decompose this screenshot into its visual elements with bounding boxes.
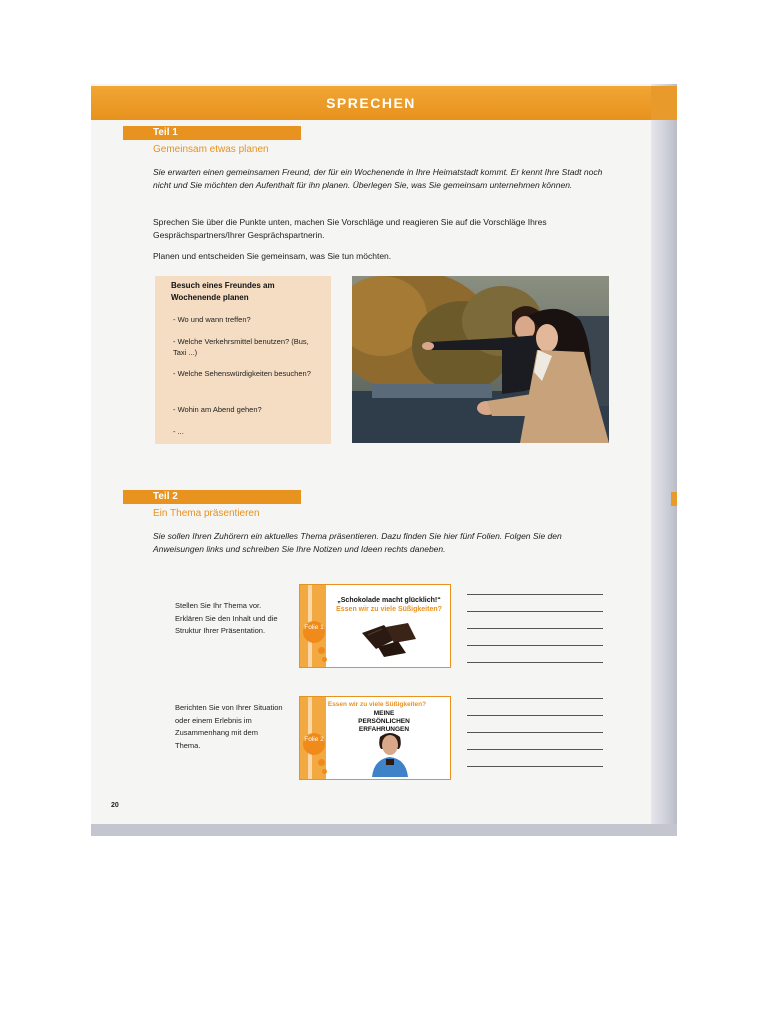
teil2-label: Teil 2 bbox=[153, 491, 178, 502]
note-line[interactable] bbox=[467, 662, 603, 663]
note-line[interactable] bbox=[467, 645, 603, 646]
decor-dot bbox=[318, 647, 325, 654]
slide-2-line-2: MEINE PERSÖNLICHEN ERFAHRUNGEN bbox=[358, 710, 410, 733]
slide-2-badge: Folie 2 bbox=[303, 733, 325, 755]
note-line[interactable] bbox=[467, 628, 603, 629]
person-image bbox=[368, 731, 412, 777]
teil1-bar bbox=[123, 126, 301, 140]
page-edge bbox=[651, 84, 677, 836]
note-line[interactable] bbox=[467, 611, 603, 612]
slide-1-badge: Folie 1 bbox=[303, 621, 325, 643]
teil1-label: Teil 1 bbox=[153, 127, 178, 138]
teil2-intro: Sie sollen Ihren Zuhörern ein aktuelles Thema präsentieren. Dazu finden Sie hier fünf Folien. Folgen Sie den Anweisungen links und schreiben Sie Ihre Notizen und Ideen rechts daneben. bbox=[153, 531, 562, 554]
task-point: - Wohin am Abend gehen? bbox=[173, 405, 262, 414]
scan-bottom-edge bbox=[91, 824, 677, 836]
edge-tab bbox=[651, 86, 677, 120]
decor-dot bbox=[322, 657, 327, 662]
note-line[interactable] bbox=[467, 715, 603, 716]
note-line[interactable] bbox=[467, 594, 603, 595]
teil1-instruction-1: Sprechen Sie über die Punkte unten, machen Sie Vorschläge und reagieren Sie auf die Vorschläge Ihres Gesprächspartners/Ihrer Gesprächspartnerin. bbox=[153, 217, 547, 240]
section-title: SPRECHEN bbox=[326, 95, 416, 111]
teil1-subtitle: Gemeinsam etwas planen bbox=[153, 144, 269, 155]
teil1-intro: Sie erwarten einen gemeinsamen Freund, der für ein Wochenende in Ihre Heimatstadt kommt. Er kennt Ihre Stadt noch nicht und Sie möchten den Aufenthalt für ihn planen. Überlegen Sie, was Sie gemeinsam unternehmen können. bbox=[153, 167, 603, 190]
task-point: - Welche Sehenswürdigkeiten besuchen? bbox=[173, 369, 311, 378]
slide-2-line-1: Essen wir zu viele Süßigkeiten? bbox=[327, 701, 427, 708]
couple-photo bbox=[352, 276, 609, 443]
slide-2-instruction: Berichten Sie von Ihrer Situation oder einem Erlebnis im Zusammenhang mit dem Thema. bbox=[175, 703, 283, 750]
task-box-title: Besuch eines Freundes am Wochenende planen bbox=[171, 281, 275, 302]
decor-dot bbox=[318, 759, 325, 766]
teil2-bar bbox=[123, 490, 301, 504]
teil1-instruction-2: Planen und entscheiden Sie gemeinsam, was Sie tun möchten. bbox=[153, 251, 392, 261]
note-line[interactable] bbox=[467, 766, 603, 767]
page-number: 20 bbox=[111, 802, 119, 809]
slide-1-line-1: „Schokolade macht glücklich!“ bbox=[337, 597, 441, 604]
slide-1-instruction: Stellen Sie Ihr Thema vor. Erklären Sie den Inhalt und die Struktur Ihrer Präsentation. bbox=[175, 601, 278, 635]
note-line[interactable] bbox=[467, 732, 603, 733]
note-line[interactable] bbox=[467, 698, 603, 699]
slide-2-card bbox=[299, 696, 451, 780]
teil2-subtitle: Ein Thema präsentieren bbox=[153, 508, 260, 519]
decor-dot bbox=[322, 769, 327, 774]
task-point: - Wo und wann treffen? bbox=[173, 315, 251, 324]
task-point: - ... bbox=[173, 427, 184, 436]
scanned-page bbox=[91, 84, 677, 836]
task-point: - Welche Verkehrsmittel benutzen? (Bus, Taxi ...) bbox=[173, 337, 309, 357]
chocolate-image bbox=[358, 619, 420, 659]
slide-1-card bbox=[299, 584, 451, 668]
textbook-page bbox=[91, 84, 651, 824]
note-line[interactable] bbox=[467, 749, 603, 750]
slide-1-line-2: Essen wir zu viele Süßigkeiten? bbox=[336, 606, 442, 613]
edge-tab bbox=[671, 492, 677, 506]
